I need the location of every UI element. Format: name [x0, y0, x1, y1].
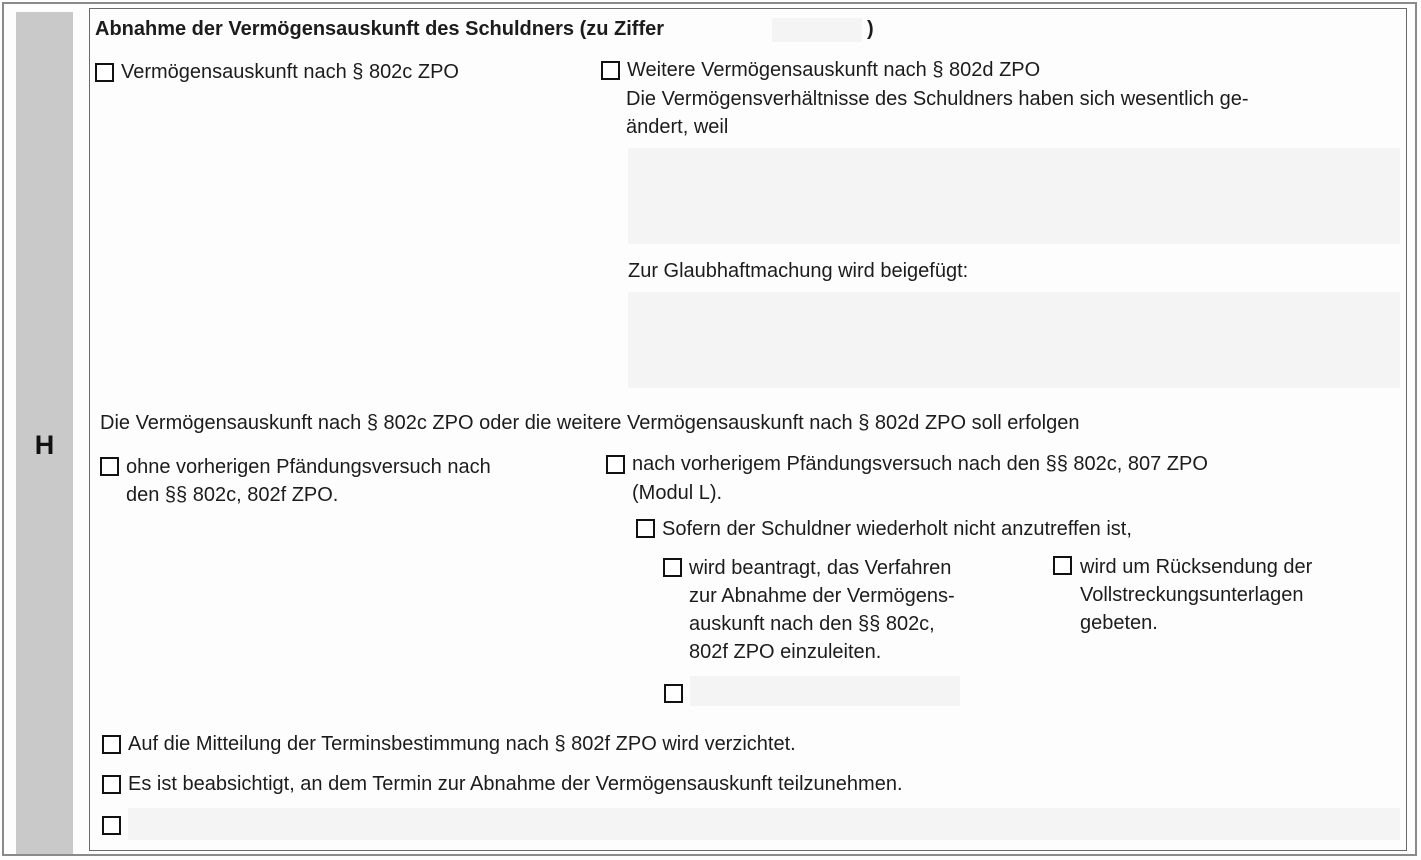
checkbox-sofern[interactable] — [636, 519, 655, 538]
label-ruecksendung-line1: wird um Rücksendung der — [1080, 556, 1313, 578]
erfolgen-text: Die Vermögensauskunft nach § 802c ZPO oder die weitere Vermögensauskunft nach § 802d ZPO soll erfolgen — [100, 412, 1080, 434]
checkbox-ohne[interactable] — [100, 457, 119, 476]
checkbox-802c[interactable] — [95, 63, 114, 82]
label-teilnahme: Es ist beabsichtigt, an dem Termin zur Abnahme der Vermögensauskunft teilzunehmen. — [128, 773, 903, 795]
label-beantragt-line4: 802f ZPO einzuleiten. — [689, 641, 882, 663]
label-verzicht: Auf die Mitteilung der Terminsbestimmung nach § 802f ZPO wird verzichtet. — [128, 733, 796, 755]
section-sidebar — [16, 12, 73, 854]
label-beantragt-line1: wird beantragt, das Verfahren — [689, 557, 952, 579]
label-nach-line2: (Modul L). — [632, 482, 723, 504]
text-802d-line1: Die Vermögensverhältnisse des Schuldners haben sich wesentlich ge- — [626, 88, 1249, 110]
checkbox-teilnahme[interactable] — [102, 775, 121, 794]
checkbox-other[interactable] — [102, 816, 121, 835]
checkbox-other-sofern[interactable] — [664, 684, 683, 703]
label-beantragt-line2: zur Abnahme der Vermögens- — [689, 585, 955, 607]
label-802d: Weitere Vermögensauskunft nach § 802d ZPO — [627, 59, 1041, 81]
ziffer-field[interactable] — [772, 18, 862, 42]
text-802d-line2: ändert, weil — [626, 116, 729, 138]
label-ohne-line1: ohne vorherigen Pfändungsversuch nach — [126, 456, 491, 478]
other-sofern-field[interactable] — [690, 676, 960, 706]
label-ruecksendung-line2: Vollstreckungsunterlagen — [1080, 584, 1304, 606]
other-field[interactable] — [128, 808, 1400, 840]
checkbox-nach[interactable] — [606, 455, 625, 474]
section-title: Abnahme der Vermögensauskunft des Schuldners (zu Ziffer — [95, 18, 665, 40]
glaubhaft-label: Zur Glaubhaftmachung wird beigefügt: — [628, 260, 969, 282]
checkbox-802d[interactable] — [601, 61, 620, 80]
checkbox-verzicht[interactable] — [102, 735, 121, 754]
section-title-close: ) — [867, 18, 874, 40]
label-ruecksendung-line3: gebeten. — [1080, 612, 1158, 634]
label-802c: Vermögensauskunft nach § 802c ZPO — [121, 61, 459, 83]
checkbox-beantragt[interactable] — [663, 558, 682, 577]
label-beantragt-line3: auskunft nach den §§ 802c, — [689, 613, 935, 635]
section-letter: H — [34, 430, 55, 460]
weil-text-field[interactable] — [628, 148, 1400, 244]
label-ohne-line2: den §§ 802c, 802f ZPO. — [126, 484, 339, 506]
label-nach-line1: nach vorherigem Pfändungsversuch nach den §§ 802c, 807 ZPO — [632, 453, 1208, 475]
glaubhaft-text-field[interactable] — [628, 292, 1400, 388]
label-sofern: Sofern der Schuldner wiederholt nicht anzutreffen ist, — [662, 518, 1132, 540]
checkbox-ruecksendung[interactable] — [1053, 556, 1072, 575]
